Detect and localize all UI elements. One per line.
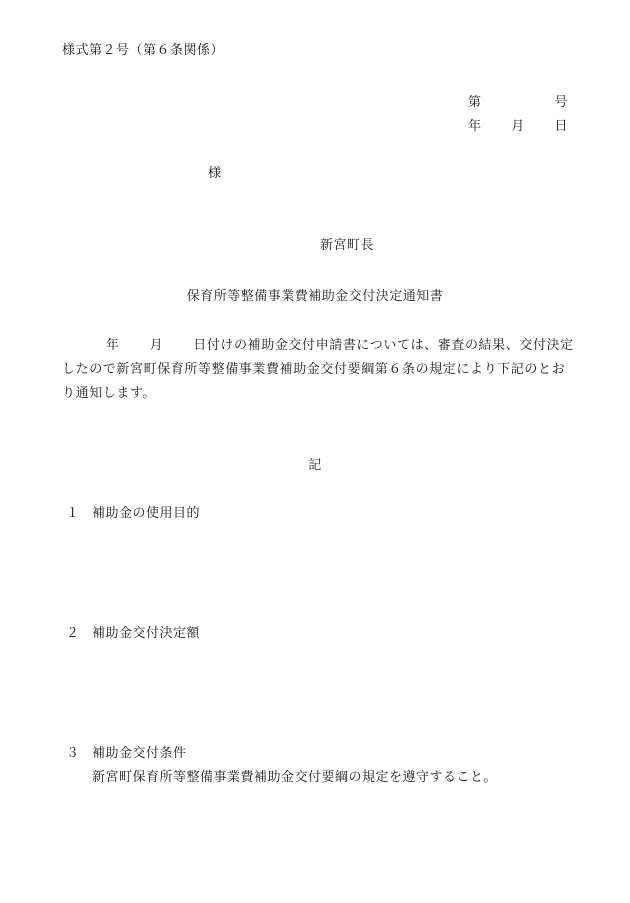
issue-date-year: 年 — [468, 119, 482, 134]
item-label: 補助金の使用目的 — [92, 506, 201, 521]
issue-number-suffix: 号 — [554, 95, 568, 110]
item-detail: 新宮町保育所等整備事業費補助金交付要綱の規定を遵守すること。 — [92, 770, 498, 785]
document-title: 保育所等整備事業費補助金交付決定通知書 — [186, 289, 444, 304]
body-year: 年 — [106, 338, 120, 353]
issue-number — [468, 96, 568, 109]
item-number: １ — [66, 506, 80, 521]
ki-heading: 記 — [308, 458, 322, 473]
sender: 新宮町長 — [320, 238, 375, 253]
addressee-suffix: 様 — [208, 166, 222, 181]
issue-date-day: 日 — [554, 119, 568, 134]
form-label: 様式第２号（第６条関係） — [62, 43, 225, 58]
item-label: 補助金交付決定額 — [92, 626, 201, 641]
body-text: 日付けの補助金交付申請書については、審査の結果、交付決定したので新宮町保育所等整備事業費補助金交付要綱第６条の規定により下記のとおり通知します。 — [62, 338, 574, 401]
body-month: 月 — [149, 338, 164, 353]
issue-date-month: 月 — [511, 119, 525, 134]
issue-date — [468, 120, 568, 133]
item-label: 補助金交付条件 — [92, 746, 187, 761]
body-paragraph — [62, 334, 576, 406]
item-number: ３ — [66, 746, 80, 761]
item-number: ２ — [66, 626, 80, 641]
issue-number-prefix: 第 — [468, 95, 482, 110]
